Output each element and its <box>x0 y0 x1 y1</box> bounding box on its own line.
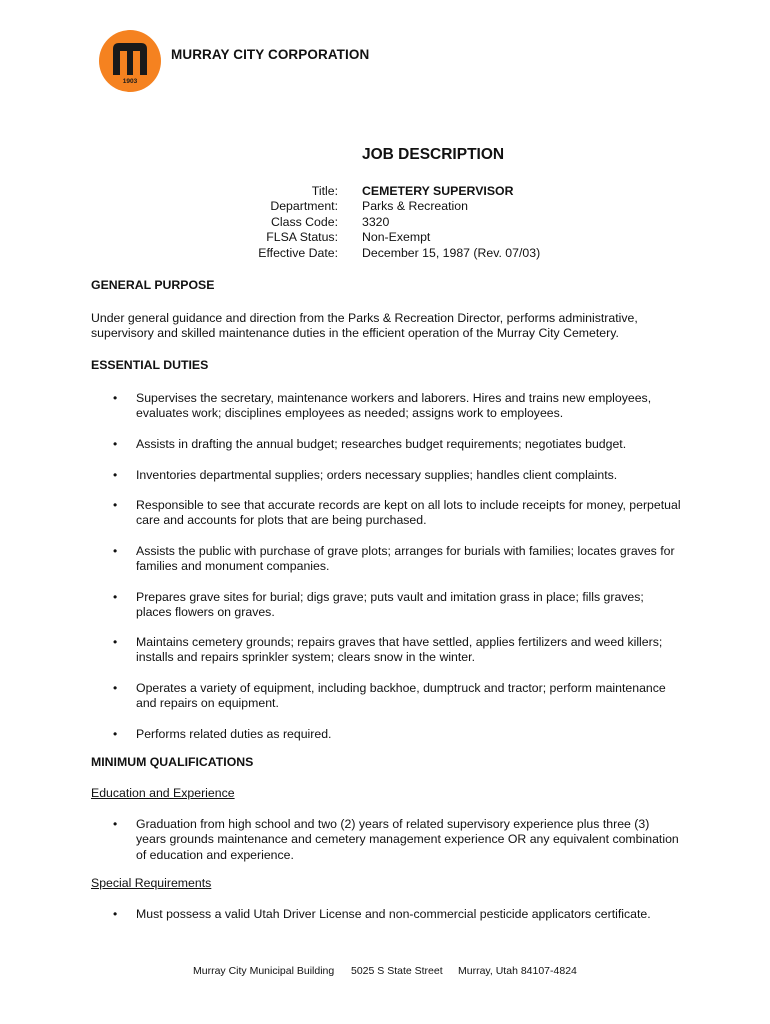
info-label-flsa-status: FLSA Status: <box>266 230 338 245</box>
general-purpose-heading: GENERAL PURPOSE <box>91 278 215 292</box>
duty-text: Performs related duties as required. <box>136 727 332 741</box>
bullet-icon: • <box>113 635 118 649</box>
bullet-icon: • <box>113 391 118 405</box>
info-values <box>362 184 540 261</box>
footer-building: Murray City Municipal Building <box>193 965 335 977</box>
bullet-icon: • <box>113 727 118 741</box>
bullet-icon: • <box>113 544 118 558</box>
duty-text: Responsible to see that accurate records are kept on all lots to include receipts for money, perpetual care and accounts for plots that are being purchased. <box>136 498 681 528</box>
info-label-title: Title: <box>311 184 338 198</box>
info-value-class-code: 3320 <box>362 214 390 229</box>
info-value-department: Parks & Recreation <box>362 199 468 214</box>
duty-text: Operates a variety of equipment, including backhoe, dumptruck and tractor; perform maintenance and repairs on equipment. <box>136 681 666 711</box>
essential-duties-heading: ESSENTIAL DUTIES <box>91 358 209 372</box>
info-label-effective-date: Effective Date: <box>258 245 338 260</box>
education-experience-heading: Education and Experience <box>91 786 235 800</box>
bullet-icon: • <box>113 498 118 512</box>
footer-street: 5025 S State Street <box>351 965 443 977</box>
bullet-icon: • <box>113 437 118 451</box>
document-heading: JOB DESCRIPTION <box>362 146 505 163</box>
duty-text: Prepares grave sites for burial; digs grave; puts vault and imitation grass in place; fills graves; places flowers on graves. <box>136 590 644 620</box>
duty-text: Supervises the secretary, maintenance workers and laborers. Hires and trains new employees, evaluates work; disciplines employees as needed; assigns work to employees. <box>136 391 652 421</box>
info-value-title: CEMETERY SUPERVISOR <box>362 184 514 198</box>
org-name: MURRAY CITY CORPORATION <box>171 47 370 62</box>
minimum-qualifications-heading: MINIMUM QUALIFICATIONS <box>91 755 254 769</box>
info-labels <box>258 184 338 261</box>
info-value-flsa-status: Non-Exempt <box>362 230 431 245</box>
bullet-icon: • <box>113 817 118 831</box>
murray-city-logo-icon <box>98 29 162 93</box>
info-label-class-code: Class Code: <box>271 214 338 229</box>
requirement-text: Must possess a valid Utah Driver License and non-commercial pesticide applicators certificate. <box>136 907 651 921</box>
footer-city: Murray, Utah 84107-4824 <box>458 965 577 977</box>
bullet-icon: • <box>113 468 118 482</box>
special-requirements-heading: Special Requirements <box>91 876 212 890</box>
duty-text: Assists the public with purchase of grave plots; arranges for burials with families; locates graves for families and monument companies. <box>136 544 675 574</box>
bullet-icon: • <box>113 590 118 604</box>
info-value-effective-date: December 15, 1987 (Rev. 07/03) <box>362 245 541 260</box>
logo-year: 1903 <box>122 78 138 85</box>
general-purpose-text: Under general guidance and direction from the Parks & Recreation Director, performs administrative, supervisory and skilled maintenance duties in the efficient operation of the Murray City Cemetery. <box>91 311 638 341</box>
info-label-department: Department: <box>270 199 338 214</box>
duty-text: Inventories departmental supplies; orders necessary supplies; handles client complaints. <box>136 468 618 482</box>
bullet-icon: • <box>113 681 118 695</box>
qualification-text: Graduation from high school and two (2) years of related supervisory experience plus three (3) years grounds maintenance and cemetery management experience OR any equivalent combination of education and experience. <box>136 817 679 862</box>
duty-text: Maintains cemetery grounds; repairs graves that have settled, applies fertilizers and weed killers; installs and repairs sprinkler system; clears snow in the winter. <box>136 635 663 665</box>
duty-text: Assists in drafting the annual budget; researches budget requirements; negotiates budget. <box>136 437 627 451</box>
bullet-icon: • <box>113 907 118 921</box>
